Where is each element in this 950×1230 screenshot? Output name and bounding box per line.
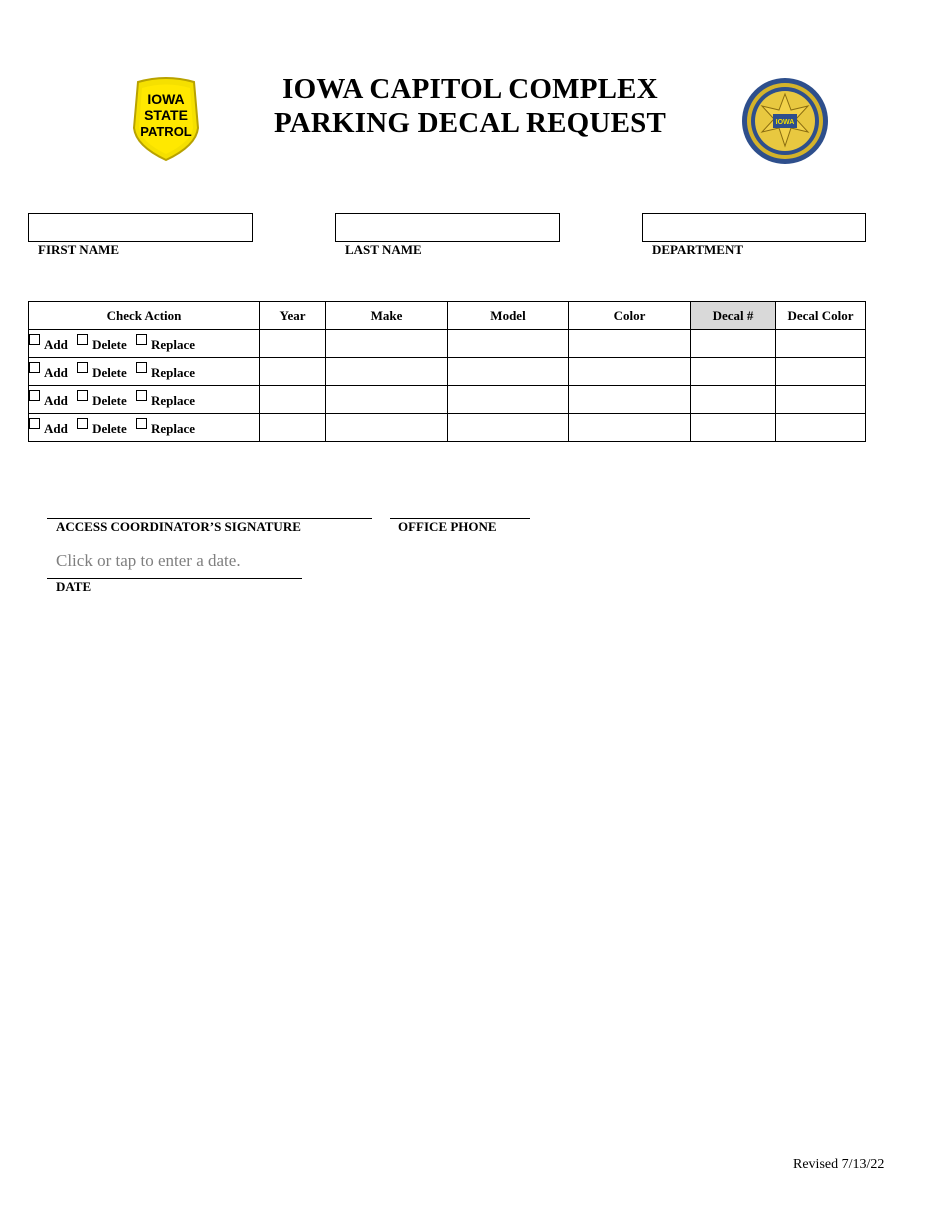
date-input[interactable]: Click or tap to enter a date.	[56, 551, 241, 570]
replace-label: Replace	[151, 365, 196, 380]
add-label: Add	[44, 393, 68, 408]
check-action-cell	[29, 330, 260, 358]
decal-number-cell[interactable]	[691, 358, 776, 386]
color-cell[interactable]	[569, 330, 691, 358]
check-action-cell	[29, 358, 260, 386]
last-name-input[interactable]	[335, 213, 560, 242]
year-cell[interactable]	[260, 386, 326, 414]
department-input[interactable]	[642, 213, 866, 242]
title-line-2: PARKING DECAL REQUEST	[273, 107, 666, 139]
header-make: Make	[326, 302, 448, 330]
year-cell[interactable]	[260, 414, 326, 442]
year-cell[interactable]	[260, 330, 326, 358]
page-title	[240, 72, 700, 140]
decal-color-cell[interactable]	[776, 386, 866, 414]
vehicle-table	[28, 301, 866, 442]
first-name-input[interactable]	[28, 213, 253, 242]
title-line-1: IOWA CAPITOL COMPLEX	[282, 73, 658, 105]
color-cell[interactable]	[569, 386, 691, 414]
model-cell[interactable]	[448, 358, 569, 386]
department-of-public-safety-seal	[740, 76, 830, 166]
replace-label: Replace	[151, 337, 196, 352]
iowa-state-patrol-logo	[130, 76, 202, 162]
model-cell[interactable]	[448, 330, 569, 358]
delete-label: Delete	[92, 393, 127, 408]
add-label: Add	[44, 337, 68, 352]
replace-checkbox[interactable]	[136, 362, 147, 373]
header-year: Year	[260, 302, 326, 330]
check-action-cell	[29, 386, 260, 414]
revision-date: Revised 7/13/22	[793, 1157, 885, 1172]
department-label: DEPARTMENT	[652, 242, 744, 257]
table-row	[29, 330, 866, 358]
delete-checkbox[interactable]	[77, 362, 88, 373]
svg-text:PATROL: PATROL	[140, 124, 192, 139]
shield-icon	[130, 76, 202, 162]
decal-color-cell[interactable]	[776, 414, 866, 442]
add-label: Add	[44, 421, 68, 436]
decal-number-cell[interactable]	[691, 386, 776, 414]
add-label: Add	[44, 365, 68, 380]
delete-checkbox[interactable]	[77, 390, 88, 401]
add-checkbox[interactable]	[29, 418, 40, 429]
header-color: Color	[569, 302, 691, 330]
table-row	[29, 358, 866, 386]
header-check-action: Check Action	[29, 302, 260, 330]
office-phone-label: OFFICE PHONE	[398, 519, 497, 534]
decal-number-cell[interactable]	[691, 330, 776, 358]
last-name-label: LAST NAME	[345, 242, 422, 257]
first-name-label: FIRST NAME	[38, 242, 120, 257]
replace-checkbox[interactable]	[136, 334, 147, 345]
delete-label: Delete	[92, 337, 127, 352]
table-header-row	[29, 302, 866, 330]
replace-checkbox[interactable]	[136, 390, 147, 401]
delete-label: Delete	[92, 421, 127, 436]
make-cell[interactable]	[326, 330, 448, 358]
add-checkbox[interactable]	[29, 334, 40, 345]
model-cell[interactable]	[448, 414, 569, 442]
svg-text:IOWA: IOWA	[775, 119, 795, 126]
delete-checkbox[interactable]	[77, 418, 88, 429]
replace-label: Replace	[151, 421, 196, 436]
add-checkbox[interactable]	[29, 390, 40, 401]
replace-label: Replace	[151, 393, 196, 408]
svg-text:IOWA: IOWA	[147, 91, 185, 107]
decal-color-cell[interactable]	[776, 330, 866, 358]
table-row	[29, 386, 866, 414]
delete-checkbox[interactable]	[77, 334, 88, 345]
header-decal-color: Decal Color	[776, 302, 866, 330]
svg-text:STATE: STATE	[144, 107, 188, 123]
model-cell[interactable]	[448, 386, 569, 414]
date-label: DATE	[56, 579, 92, 594]
decal-color-cell[interactable]	[776, 358, 866, 386]
make-cell[interactable]	[326, 414, 448, 442]
add-checkbox[interactable]	[29, 362, 40, 373]
check-action-cell	[29, 414, 260, 442]
make-cell[interactable]	[326, 358, 448, 386]
table-row	[29, 414, 866, 442]
color-cell[interactable]	[569, 414, 691, 442]
replace-checkbox[interactable]	[136, 418, 147, 429]
coordinator-signature-label: ACCESS COORDINATOR’S SIGNATURE	[56, 519, 301, 534]
color-cell[interactable]	[569, 358, 691, 386]
make-cell[interactable]	[326, 386, 448, 414]
header-model: Model	[448, 302, 569, 330]
delete-label: Delete	[92, 365, 127, 380]
year-cell[interactable]	[260, 358, 326, 386]
header-decal-number: Decal #	[691, 302, 776, 330]
seal-icon	[740, 76, 830, 166]
decal-number-cell[interactable]	[691, 414, 776, 442]
